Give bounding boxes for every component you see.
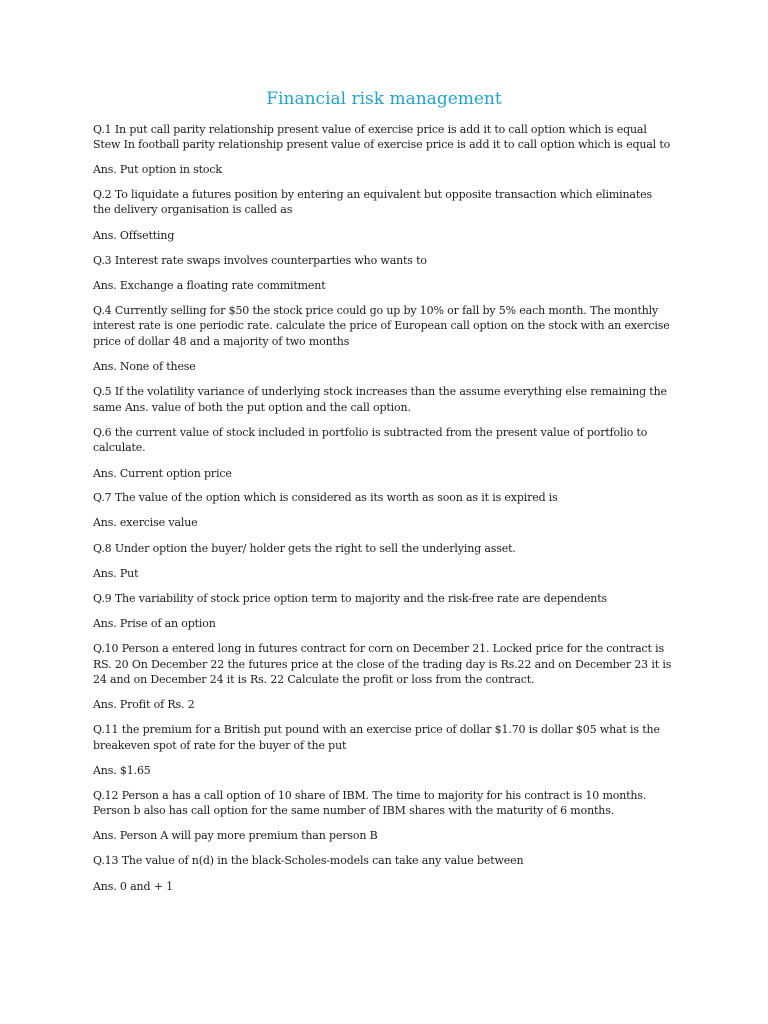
document-title: Financial risk management bbox=[266, 89, 502, 109]
q9-answer: Ans. Prise of an option bbox=[93, 617, 216, 630]
q2-line-2: the delivery organisation is called as bbox=[93, 203, 293, 216]
q10-line-1: Q.10 Person a entered long in futures contract for corn on December 21. Locked price for the contract is bbox=[93, 642, 664, 655]
q4-line-2: interest rate is one periodic rate. calculate the price of European call option on the stock with an exercise bbox=[93, 319, 670, 332]
q4-answer: Ans. None of these bbox=[93, 360, 196, 373]
q10-line-2: RS. 20 On December 22 the futures price at the close of the trading day is Rs.22 and on December 23 it is bbox=[93, 658, 672, 671]
q11-answer: Ans. $1.65 bbox=[93, 764, 151, 777]
q4-line-3: price of dollar 48 and a majority of two months bbox=[93, 335, 350, 348]
q11-line-1: Q.11 the premium for a British put pound with an exercise price of dollar $1.70 is dollar $05 what is the bbox=[93, 723, 660, 736]
q6-line-1: Q.6 the current value of stock included in portfolio is subtracted from the present value of portfolio to bbox=[93, 426, 648, 439]
q1-line-1: Q.1 In put call parity relationship present value of exercise price is add it to call option which is equal bbox=[93, 123, 647, 136]
q3-answer: Ans. Exchange a floating rate commitment bbox=[93, 279, 326, 292]
q6-line-2: calculate. bbox=[93, 441, 146, 454]
q13-line-1: Q.13 The value of n(d) in the black-Scholes-models can take any value between bbox=[93, 854, 524, 867]
q13-answer: Ans. 0 and + 1 bbox=[93, 880, 173, 893]
q2-answer: Ans. Offsetting bbox=[93, 229, 175, 242]
q5-line-2: same Ans. value of both the put option and the call option. bbox=[93, 401, 411, 414]
q5-line-1: Q.5 If the volatility variance of underlying stock increases than the assume everything else remaining the bbox=[93, 385, 667, 398]
q12-line-1: Q.12 Person a has a call option of 10 share of IBM. The time to majority for his contract is 10 months. bbox=[93, 789, 647, 802]
q8-answer: Ans. Put bbox=[93, 567, 139, 580]
q8-line-1: Q.8 Under option the buyer/ holder gets the right to sell the underlying asset. bbox=[93, 542, 516, 555]
q6-answer: Ans. Current option price bbox=[93, 467, 232, 480]
q12-line-2: Person b also has call option for the same number of IBM shares with the maturity of 6 months. bbox=[93, 804, 615, 817]
q4-line-1: Q.4 Currently selling for $50 the stock price could go up by 10% or fall by 5% each month. The monthly bbox=[93, 304, 659, 317]
q9-line-1: Q.9 The variability of stock price option term to majority and the risk-free rate are dependents bbox=[93, 592, 608, 605]
q7-answer: Ans. exercise value bbox=[93, 516, 198, 529]
q12-answer: Ans. Person A will pay more premium than person B bbox=[93, 829, 378, 842]
q1-answer: Ans. Put option in stock bbox=[93, 163, 222, 176]
q10-line-3: 24 and on December 24 it is Rs. 22 Calculate the profit or loss from the contract. bbox=[93, 673, 535, 686]
q3-line-1: Q.3 Interest rate swaps involves counterparties who wants to bbox=[93, 254, 427, 267]
q11-line-2: breakeven spot of rate for the buyer of the put bbox=[93, 739, 347, 752]
q7-line-1: Q.7 The value of the option which is considered as its worth as soon as it is expired is bbox=[93, 491, 558, 504]
q1-line-2: Stew In football parity relationship present value of exercise price is add it to call option which is equal to bbox=[93, 138, 671, 151]
q10-answer: Ans. Profit of Rs. 2 bbox=[93, 698, 195, 711]
q2-line-1: Q.2 To liquidate a futures position by entering an equivalent but opposite transaction which eliminates bbox=[93, 188, 652, 201]
